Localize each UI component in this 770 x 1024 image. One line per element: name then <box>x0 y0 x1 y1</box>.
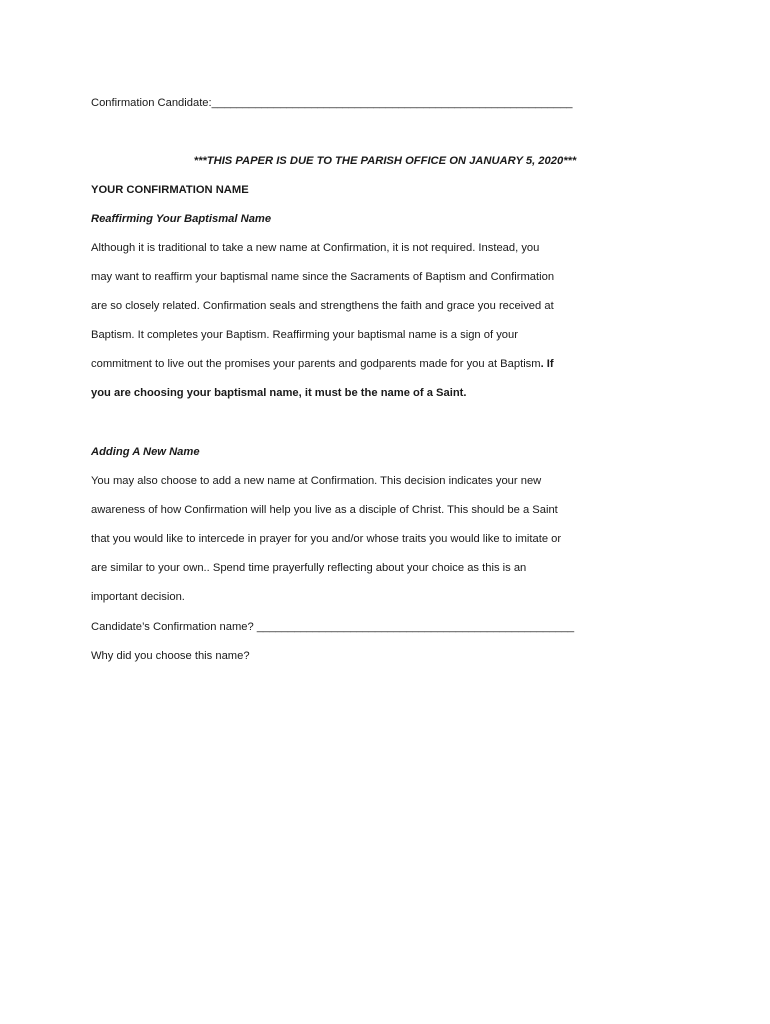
section-title: YOUR CONFIRMATION NAME <box>91 184 249 196</box>
why-question: Why did you choose this name? <box>91 650 250 662</box>
confirmation-name-question: Candidate’s Confirmation name? ___________________________________________________ <box>91 621 575 633</box>
reaffirming-paragraph-line: may want to reaffirm your baptismal name since the Sacraments of Baptism and Confirmation <box>91 271 555 283</box>
adding-paragraph-line: You may also choose to add a new name at Confirmation. This decision indicates your new <box>91 475 542 487</box>
adding-paragraph-line: that you would like to intercede in prayer for you and/or whose traits you would like to imitate or <box>91 533 562 545</box>
adding-paragraph-line: are similar to your own.. Spend time prayerfully reflecting about your choice as this is an <box>91 562 527 574</box>
reaffirming-paragraph-line: are so closely related. Confirmation seals and strengthens the faith and grace you received at <box>91 300 554 312</box>
adding-paragraph-line: awareness of how Confirmation will help you live as a disciple of Christ. This should be a Saint <box>91 504 558 516</box>
saint-requirement: you are choosing your baptismal name, it must be the name of a Saint. <box>91 387 467 399</box>
adding-paragraph-line: important decision. <box>91 591 185 603</box>
reaffirming-paragraph-line: Although it is traditional to take a new name at Confirmation, it is not required. Instead, you <box>91 242 540 254</box>
reaffirming-bold-tail: . If <box>540 358 554 370</box>
candidate-name-line: Confirmation Candidate:__________________________________________________________ <box>91 97 573 109</box>
reaffirming-heading: Reaffirming Your Baptismal Name <box>91 213 272 225</box>
reaffirming-paragraph-line <box>91 357 554 371</box>
due-date-notice: ***THIS PAPER IS DUE TO THE PARISH OFFICE ON JANUARY 5, 2020*** <box>193 155 577 167</box>
reaffirming-text: commitment to live out the promises your parents and godparents made for you at Baptism <box>91 358 541 370</box>
reaffirming-paragraph-line: Baptism. It completes your Baptism. Reaffirming your baptismal name is a sign of your <box>91 329 518 341</box>
adding-heading: Adding A New Name <box>91 446 200 458</box>
